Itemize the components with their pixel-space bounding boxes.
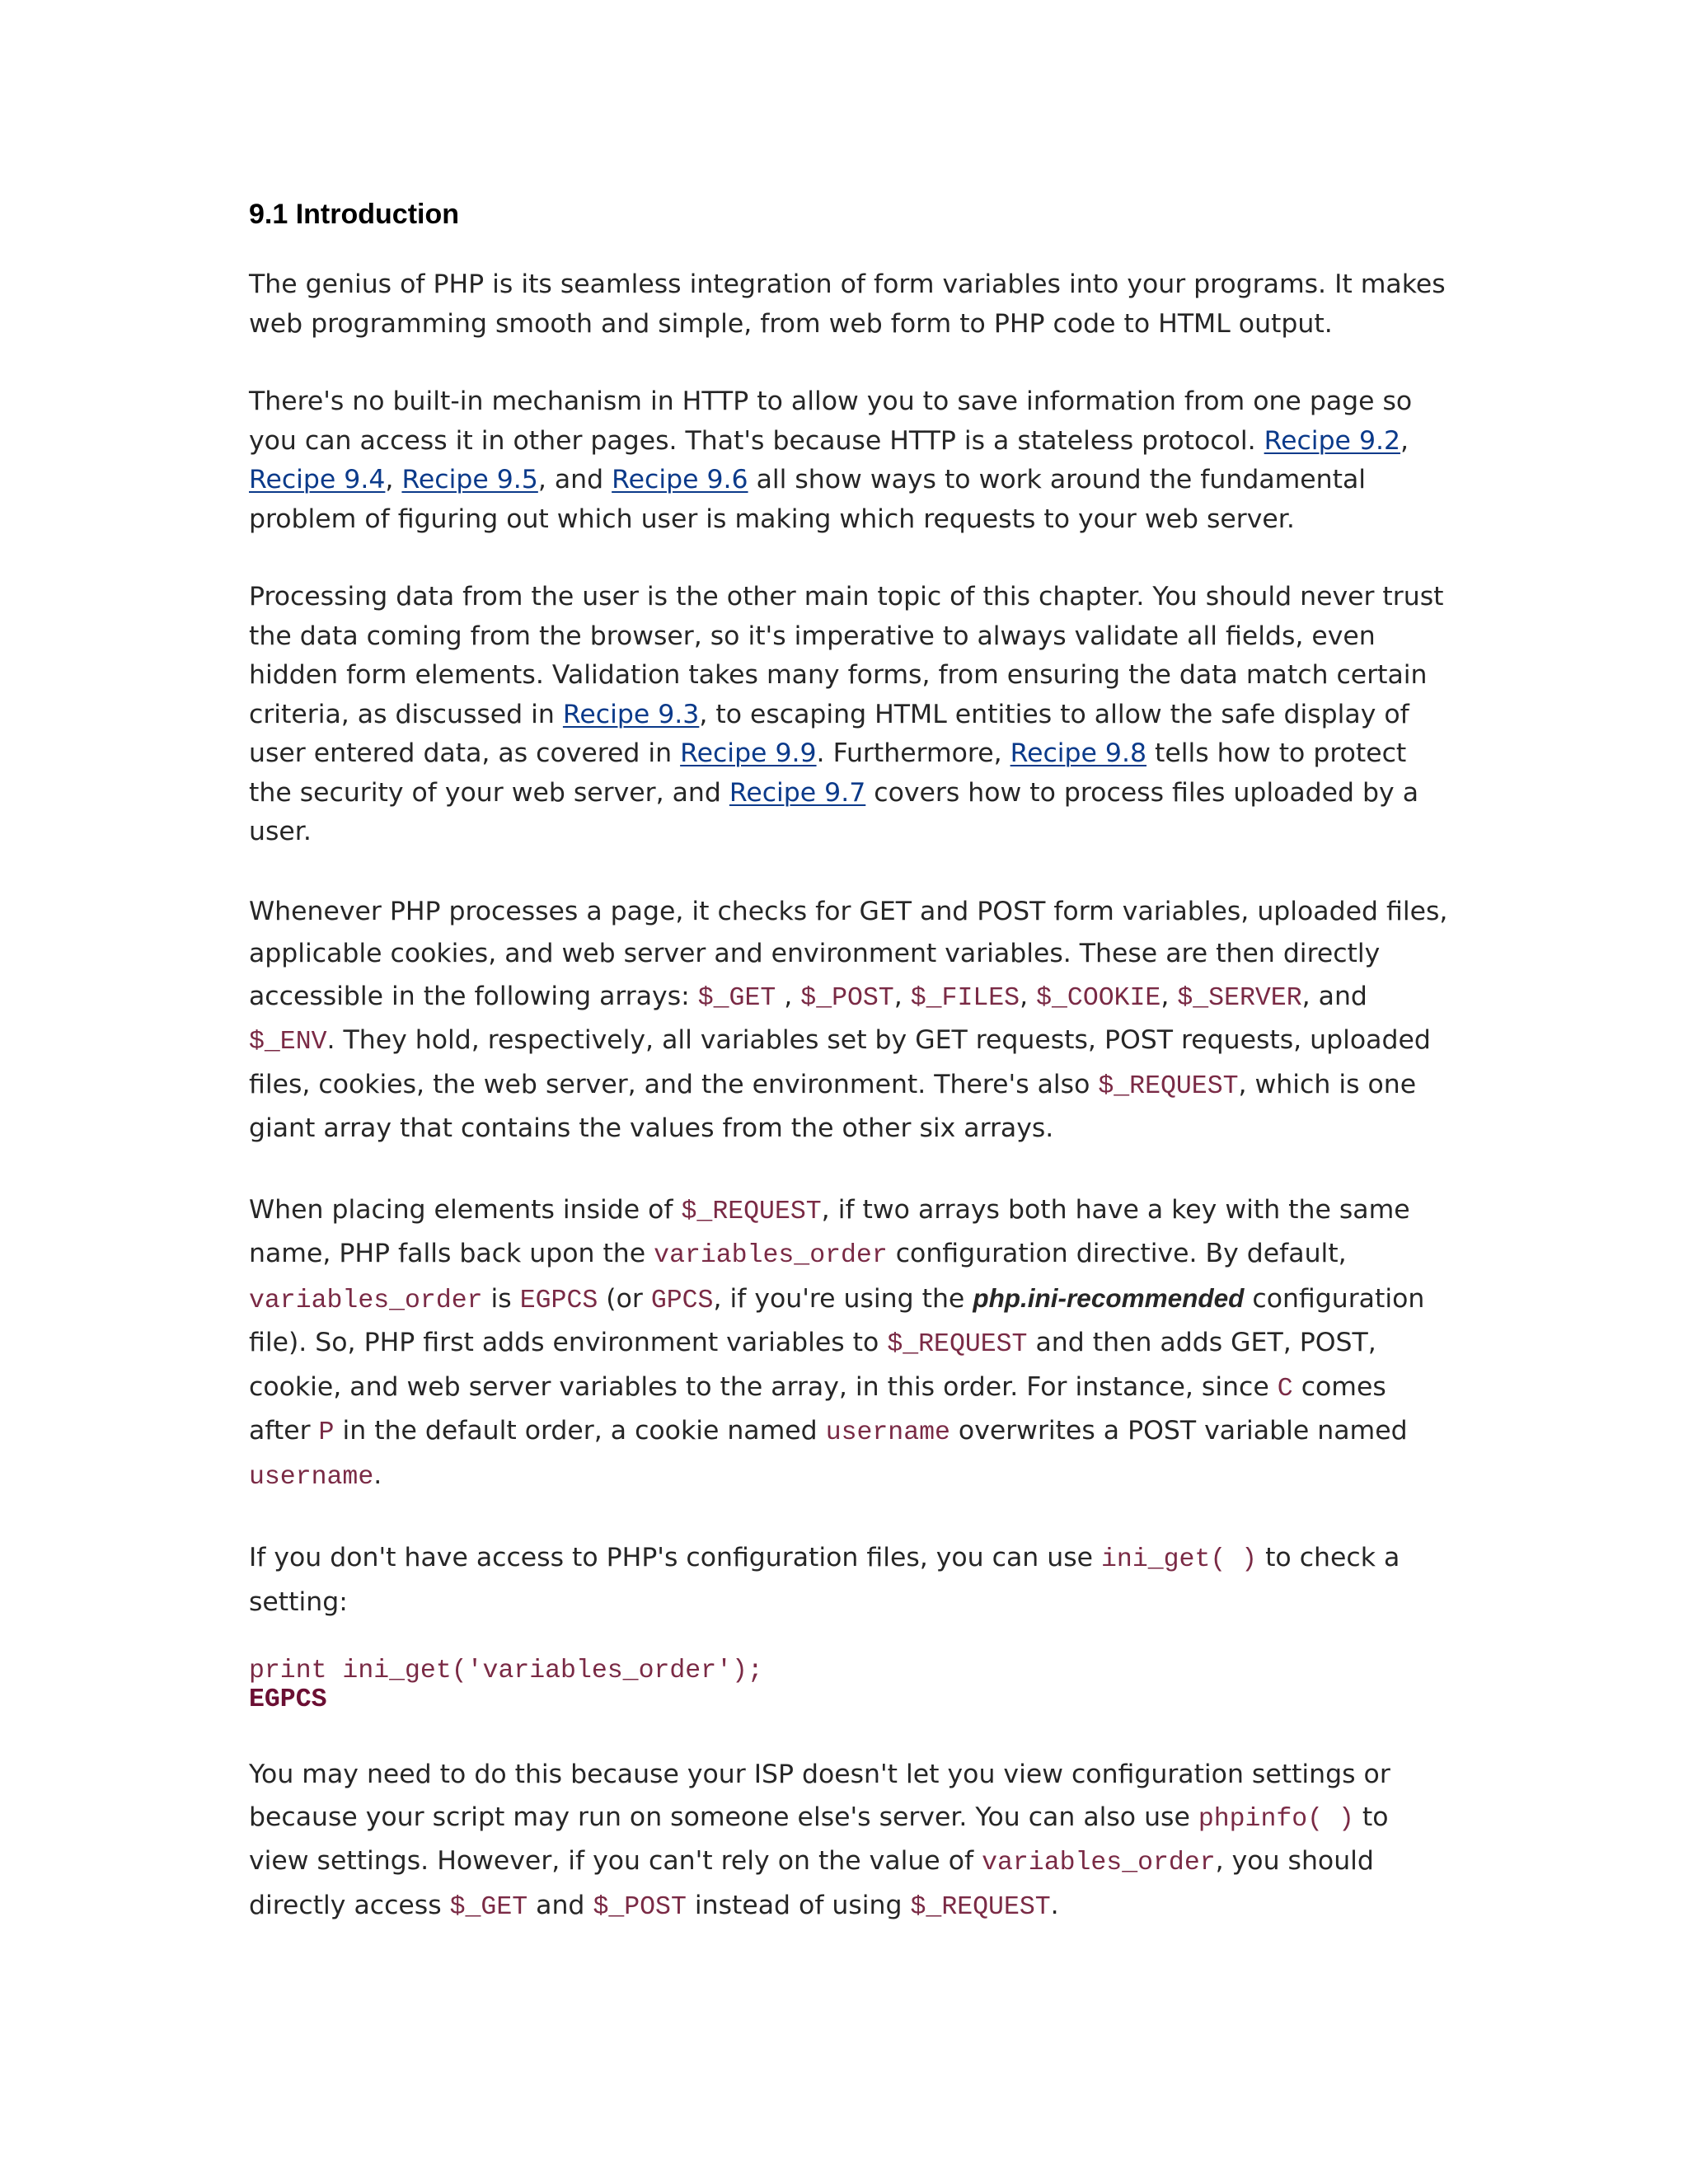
- code-p: P: [318, 1418, 335, 1447]
- text: overwrites a POST variable named: [950, 1416, 1408, 1446]
- text: .: [373, 1460, 382, 1490]
- paragraph-ini-get: [249, 1537, 1452, 1624]
- code-phpinfo: phpinfo( ): [1198, 1804, 1354, 1834]
- code-request: $_REQUEST: [910, 1892, 1051, 1922]
- text: , to escaping HTML entities to allow the safe display of user entered data, as covered in: [249, 699, 1409, 768]
- link-recipe-9-7[interactable]: Recipe 9.7: [729, 777, 866, 808]
- link-recipe-9-2[interactable]: Recipe 9.2: [1264, 425, 1401, 456]
- text: , which is one giant array that contains the values from the other six arrays.: [249, 1069, 1417, 1143]
- document-page: [249, 194, 1452, 1967]
- text: ,: [1160, 981, 1178, 1011]
- text: , you should directly access: [249, 1846, 1374, 1920]
- code-username: username: [249, 1462, 374, 1492]
- code-request: $_REQUEST: [1098, 1071, 1239, 1101]
- text: to check a setting:: [249, 1543, 1400, 1617]
- text: You may need to do this because your ISP doesn't let you view configuration settings or because your script may run on someone else's server. You can also use: [249, 1760, 1390, 1832]
- text: Whenever PHP processes a page, it checks for GET and POST form variables, uploaded files, applicable cookies, and web server and environment variables. These are then directly accessible in the following arrays:: [249, 896, 1448, 1011]
- paragraph-stateless: [249, 382, 1452, 539]
- code-variables-order: variables_order: [249, 1286, 483, 1315]
- code-line: print ini_get('variables_order');: [249, 1657, 763, 1685]
- code-egpcs: EGPCS: [519, 1286, 598, 1315]
- text: ,: [776, 981, 801, 1011]
- code-post: $_POST: [593, 1892, 687, 1922]
- code-example: [249, 1657, 1452, 1714]
- code-cookie: $_COOKIE: [1036, 983, 1161, 1013]
- text: and then adds GET, POST, cookie, and web server variables to the array, in this order. For instance, since: [249, 1328, 1376, 1402]
- code-files: $_FILES: [910, 983, 1020, 1013]
- section-heading: 9.1 Introduction: [249, 199, 459, 230]
- text: When placing elements inside of: [249, 1194, 682, 1225]
- code-request: $_REQUEST: [681, 1197, 822, 1226]
- link-recipe-9-4[interactable]: Recipe 9.4: [249, 465, 386, 494]
- code-variables-order: variables_order: [982, 1849, 1216, 1877]
- text: There's no built-in mechanism in HTTP to allow you to save information from one page so you can access it in other pages. That's because HTTP is a stateless protocol.: [249, 387, 1413, 456]
- text: all show ways to work around the fundamental problem of figuring out which user is making which requests to your web server.: [249, 465, 1367, 534]
- text: tells how to protect the security of your web server, and: [249, 738, 1407, 808]
- code-c: C: [1277, 1374, 1293, 1404]
- text: , and: [1301, 981, 1367, 1011]
- text: The genius of PHP is its seamless integration of form variables into your programs. It makes web programming smooth and simple, from web form to PHP code to HTML output.: [249, 269, 1446, 339]
- paragraph-superglobals: [249, 891, 1452, 1151]
- text: is: [482, 1283, 520, 1314]
- code-output: EGPCS: [249, 1685, 327, 1714]
- text: (or: [598, 1283, 651, 1314]
- link-recipe-9-5[interactable]: Recipe 9.5: [401, 465, 538, 494]
- text: to view settings. However, if you can't rely on the value of: [249, 1802, 1389, 1876]
- paragraph-phpinfo: [249, 1754, 1452, 1929]
- text: ,: [1020, 981, 1037, 1011]
- code-server: $_SERVER: [1177, 983, 1302, 1013]
- link-recipe-9-3[interactable]: Recipe 9.3: [562, 699, 700, 729]
- text: configuration file). So, PHP first adds environment variables to: [249, 1283, 1425, 1357]
- link-recipe-9-9[interactable]: Recipe 9.9: [680, 738, 817, 768]
- code-username: username: [825, 1418, 950, 1447]
- link-recipe-9-8[interactable]: Recipe 9.8: [1010, 738, 1147, 768]
- text: .: [1050, 1890, 1059, 1920]
- code-request: $_REQUEST: [887, 1330, 1028, 1359]
- text: Processing data from the user is the other main topic of this chapter. You should never trust the data coming from the browser, so it's imperative to always validate all fields, even hidden form elements. Validation takes many forms, from ensuring the data match certain criteria, as discussed in: [249, 582, 1444, 729]
- text: ,: [1400, 425, 1409, 456]
- code-post: $_POST: [800, 983, 894, 1013]
- text: configuration directive. By default,: [887, 1239, 1347, 1268]
- text: , if you're using the: [713, 1283, 973, 1314]
- text: ,: [893, 981, 911, 1011]
- text: , and: [537, 465, 612, 494]
- text: comes after: [249, 1371, 1386, 1446]
- text: If you don't have access to PHP's configuration files, you can use: [249, 1543, 1102, 1572]
- code-get: $_GET: [449, 1892, 528, 1922]
- paragraph-validation: [249, 578, 1452, 852]
- code-get: $_GET: [697, 983, 776, 1013]
- text: covers how to process files uploaded by a user.: [249, 777, 1419, 846]
- code-ini-get: ini_get( ): [1101, 1545, 1258, 1574]
- text: , if two arrays both have a key with the same name, PHP falls back upon the: [249, 1194, 1410, 1268]
- paragraph-variables-order: [249, 1189, 1452, 1499]
- text: and: [528, 1890, 593, 1920]
- link-recipe-9-6[interactable]: Recipe 9.6: [612, 465, 748, 494]
- text: . They hold, respectively, all variables set by GET requests, POST requests, uploaded files, cookies, the web server, and the environment. There's also: [249, 1025, 1431, 1099]
- code-env: $_ENV: [249, 1028, 327, 1057]
- text: . Furthermore,: [816, 738, 1010, 768]
- text: in the default order, a cookie named: [334, 1416, 826, 1446]
- code-gpcs: GPCS: [650, 1286, 714, 1315]
- code-variables-order: variables_order: [654, 1241, 888, 1270]
- text: ,: [385, 465, 402, 494]
- paragraph-intro: [249, 265, 1452, 344]
- text: instead of using: [686, 1890, 911, 1920]
- filename-php-ini-recommended: php.ini-recommended: [973, 1282, 1245, 1313]
